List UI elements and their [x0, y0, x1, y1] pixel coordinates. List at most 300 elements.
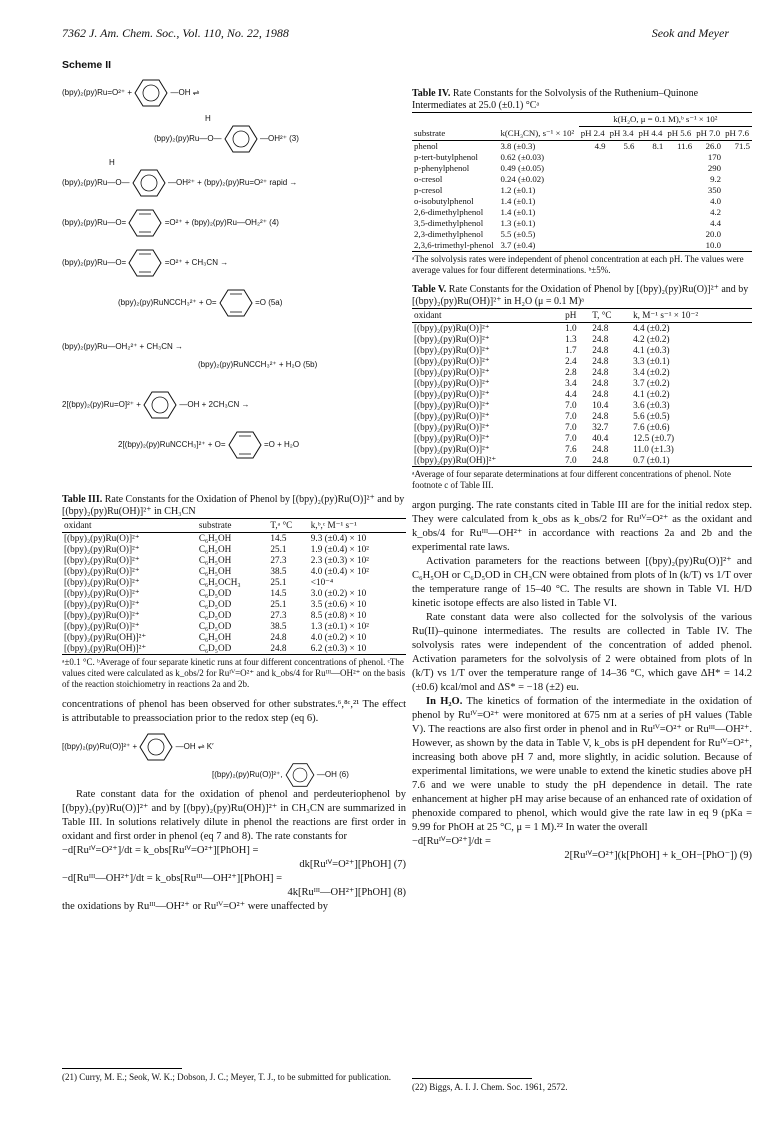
table-cell: 4.9 — [594, 141, 606, 151]
table-cell: C₆D₅OD — [198, 599, 232, 609]
table-cell: 14.5 — [270, 588, 287, 598]
table5-column-header: pH — [563, 309, 590, 323]
table-cell — [636, 207, 665, 218]
table-cell: 4.0 — [710, 196, 722, 206]
table-row — [412, 229, 752, 240]
table-cell — [665, 174, 694, 185]
scheme-eq5a-line2 — [118, 288, 282, 318]
footnote-22-text: (22) Biggs, A. I. J. Chem. Soc. 1961, 2572. — [412, 1082, 568, 1092]
table4-column-header: k(CH₃CN), s⁻¹ × 10² — [498, 127, 578, 141]
equation-7-line2: dk[Ruᴵⱽ=O²⁺][PhOH] (7) — [299, 859, 406, 870]
table-cell: 2.4 — [565, 356, 577, 366]
table-cell — [636, 152, 665, 163]
table-cell: [(bpy)₂(py)Ru(O)]²⁺ — [414, 444, 490, 454]
table-row — [412, 240, 752, 252]
table-cell: 24.8 — [592, 356, 609, 366]
table-row — [412, 356, 752, 367]
benzene-ring-icon — [139, 732, 173, 762]
table-cell — [665, 196, 694, 207]
table-row — [62, 566, 406, 577]
table-row — [412, 163, 752, 174]
table5-column-header: oxidant — [412, 309, 563, 323]
table-row — [62, 577, 406, 588]
scheme-eq5a-line1 — [62, 248, 228, 278]
table-cell: 1.3 — [565, 334, 577, 344]
table-cell: 40.4 — [592, 433, 609, 443]
table4-blank-cell — [412, 113, 579, 127]
equation-8-line2: 4k[Ruᴵᴵᴵ—OH²⁺][PhOH] (8) — [287, 887, 406, 898]
left-paragraph-3: the oxidations by Ruᴵᴵᴵ—OH²⁺ or Ruᴵⱽ=O²⁺ were unaffected by — [62, 901, 329, 912]
table-cell: C₆H₅OH — [198, 566, 232, 576]
table-cell — [636, 185, 665, 196]
table-cell: 0.24 (±0.02) — [500, 174, 545, 184]
table-cell: [(bpy)₂(py)Ru(O)]²⁺ — [414, 422, 490, 432]
scheme-text: (bpy)₂(py)RuNCCH₃²⁺ + O= — [118, 298, 217, 308]
table-cell: [(bpy)₂(py)Ru(O)]²⁺ — [414, 378, 490, 388]
table-cell — [723, 218, 752, 229]
table-cell — [636, 218, 665, 229]
scheme-eq4-line1 — [62, 168, 297, 198]
table-row — [62, 544, 406, 555]
table-cell — [636, 196, 665, 207]
table-cell — [723, 152, 752, 163]
scheme-text: =O²⁺ + (bpy)₂(py)Ru—OH₂²⁺ (4) — [164, 218, 279, 228]
table-cell: 3.4 (±0.2) — [633, 367, 670, 377]
scheme-h-atom: H — [205, 114, 211, 123]
table-cell: C₆H₅OH — [198, 555, 232, 565]
eq-text: [(bpy)₂(py)Ru(O)]²⁺ + — [62, 742, 138, 752]
equation-6 — [62, 726, 406, 788]
table-row — [412, 323, 752, 335]
table-cell: 7.0 — [565, 422, 577, 432]
eq-text: —OH (6) — [316, 770, 349, 780]
footnote-21 — [62, 1068, 406, 1083]
table-cell: [(bpy)₂(py)Ru(O)]²⁺ — [64, 555, 140, 565]
scheme-text: =O + H₂O — [263, 440, 300, 450]
table-cell: 10.0 — [694, 240, 723, 252]
benzene-ring-icon — [134, 78, 168, 108]
scheme-text: —OH + 2CH₃CN → — [179, 400, 250, 410]
table-cell: 2,6-dimethylphenol — [414, 207, 484, 217]
table-cell: 1.3 (±0.1) × 10² — [310, 621, 369, 631]
table4-body — [412, 141, 752, 252]
table-cell: 4.2 — [710, 207, 722, 217]
table5-column-header: k, M⁻¹ s⁻¹ × 10⁻² — [631, 309, 752, 323]
table-cell: 2,3,6-trimethyl-phenol — [412, 240, 498, 252]
table-cell: 3,5-dimethylphenol — [414, 218, 484, 228]
table-row — [412, 174, 752, 185]
table-cell: 170 — [707, 152, 722, 162]
right-paragraph-4 — [412, 695, 752, 835]
table-cell: 32.7 — [592, 422, 609, 432]
table-cell: [(bpy)₂(py)Ru(O)]²⁺ — [64, 599, 140, 609]
table-row — [412, 444, 752, 455]
scheme-text: —OH²⁺ + (bpy)₂(py)Ru=O²⁺ rapid → — [168, 178, 298, 188]
table-cell: C₆H₅OCH₃ — [198, 577, 241, 587]
table-cell: 4.2 (±0.2) — [633, 334, 670, 344]
table5-label: Table V. — [412, 284, 447, 295]
table-cell: 8.5 (±0.8) × 10 — [310, 610, 367, 620]
table-cell — [608, 218, 637, 229]
table-cell: 4.4 (±0.2) — [633, 323, 670, 333]
table-row — [412, 422, 752, 433]
table-row — [412, 433, 752, 444]
table3 — [62, 518, 406, 655]
table-row — [412, 207, 752, 218]
table-cell: 2.3 (±0.3) × 10² — [310, 555, 369, 565]
left-paragraph-1: concentrations of phenol has been observed for other substrates.⁶,⁸ᶜ,²¹ The effect is attributable to preassociation prior to the redox step (eq 6). — [62, 699, 406, 724]
left-paragraph-2: Rate constant data for the oxidation of phenol and perdeuteriophenol by [(bpy)₂(py)Ru(O)]²⁺ and by [(bpy)₂(py)Ru(OH)]²⁺ in CH₃CN are summarized in Table III. In solutions relatively dilute in phenol the reactions are first order in oxidant and first order in phenol (eq 7 and 8). The rate constants for — [62, 789, 406, 842]
table-cell — [665, 218, 694, 229]
table-cell: 12.5 (±0.7) — [633, 433, 675, 443]
table5-caption — [412, 284, 752, 308]
footnote-22 — [412, 1078, 752, 1093]
scheme-text: (bpy)₂(py)Ru—O— — [154, 134, 222, 144]
table-cell: C₆D₅OD — [198, 621, 232, 631]
table5-body — [412, 323, 752, 467]
table-cell: [(bpy)₂(py)Ru(O)]²⁺ — [414, 433, 490, 443]
table5 — [412, 308, 752, 467]
table-cell — [608, 196, 637, 207]
table-cell: 3.4 — [565, 378, 577, 388]
right-paragraph-2: Activation parameters for the reactions between [(bpy)₂(py)Ru(O)]²⁺ and C₆H₅OH or C₆D₅OD in CH₃CN were obtained from plots of ln (k/T) vs 1/T over the temperature range of 15–40 °C. The results are shown in Table VI. H/D kinetic isotope effects are also listed in Table VI. — [412, 556, 752, 609]
table-cell: 11.6 — [677, 141, 693, 151]
table-cell — [608, 163, 637, 174]
scheme-text: =O²⁺ + CH₃CN → — [164, 258, 229, 268]
table-cell: 38.5 — [270, 621, 287, 631]
scheme-overall-line1 — [62, 390, 250, 420]
scheme-eq5b-line2: (bpy)₂(py)RuNCCH₃²⁺ + H₂O (5b) — [198, 360, 318, 369]
table-row — [62, 621, 406, 632]
left-column — [62, 58, 406, 914]
benzene-ring-icon — [132, 168, 166, 198]
table-cell: 24.8 — [592, 334, 609, 344]
table-cell — [723, 163, 752, 174]
table-cell — [636, 174, 665, 185]
table-cell: [(bpy)₂(py)Ru(O)]²⁺ — [414, 356, 490, 366]
table-cell — [579, 174, 608, 185]
eq6-line1 — [62, 732, 214, 762]
right-paragraph-3: Rate constant data were also collected for the solvolysis of the various Ru(II)–quinone intermediates. The results are collected in Table IV. The solvolysis rates were independent of the concentration of added phenol. Activation parameters for the solvolysis of 2 were obtained from plots of ln (k/T) vs 1/T over the temperature range of 14–36 °C, which gave ΔH* = 14.2 (±0.6) kcal/mol and ΔS* = −18 (±2) eu. — [412, 612, 752, 693]
table-cell — [608, 152, 637, 163]
table-row — [412, 455, 752, 467]
table-cell: 1.2 (±0.1) — [500, 185, 536, 195]
quinone-ring-icon — [219, 288, 253, 318]
table-cell — [723, 196, 752, 207]
table-cell: 350 — [707, 185, 722, 195]
table-cell: C₆D₅OD — [198, 588, 232, 598]
table-cell — [579, 240, 608, 252]
table4-column-header: substrate — [412, 127, 498, 141]
scheme-text: 2[(bpy)₂(py)Ru=O]²⁺ + — [62, 400, 141, 410]
table-cell — [723, 240, 752, 252]
table-cell — [579, 152, 608, 163]
quinone-ring-icon — [128, 248, 162, 278]
table-cell: o-cresol — [414, 174, 443, 184]
table-cell: 4.4 — [710, 218, 722, 228]
table-row — [412, 345, 752, 356]
table3-caption-text: Rate Constants for the Oxidation of Phenol by [(bpy)₂(py)Ru(O)]²⁺ and by [(bpy)₂(py)Ru(OH)]²⁺ in CH₃CN — [62, 494, 405, 517]
table-cell: 3.0 (±0.2) × 10 — [310, 588, 367, 598]
table-cell: 0.49 (±0.05) — [500, 163, 545, 173]
equation-9-line1: −d[Ruᴵⱽ=O²⁺]/dt = — [412, 836, 491, 847]
table-cell: [(bpy)₂(py)Ru(O)]²⁺ — [64, 544, 140, 554]
table-cell: C₆H₅OH — [198, 544, 232, 554]
table3-caption — [62, 494, 406, 518]
scheme-eq4-line2 — [62, 208, 279, 238]
table-cell: 24.8 — [270, 632, 287, 642]
table-cell: 38.5 — [270, 566, 287, 576]
table-row — [62, 610, 406, 621]
table-cell: 24.8 — [268, 643, 308, 655]
table-cell: 4.4 — [565, 389, 577, 399]
table-cell — [579, 207, 608, 218]
footnote-21-text: (21) Curry, M. E.; Seok, W. K.; Dobson, J. C.; Meyer, T. J., to be submitted for publication. — [62, 1072, 391, 1082]
table-cell — [579, 229, 608, 240]
table-cell: 3.6 (±0.3) — [633, 400, 670, 410]
table-cell: p-phenylphenol — [414, 163, 470, 173]
table-cell: C₆H₅OH — [198, 632, 232, 642]
table-cell: 24.8 — [592, 345, 609, 355]
table-cell: phenol — [414, 141, 438, 151]
table-cell — [636, 163, 665, 174]
table-cell — [723, 185, 752, 196]
table-row — [412, 334, 752, 345]
table-cell: 4.0 (±0.2) × 10 — [310, 632, 367, 642]
table-cell: 1.0 — [565, 323, 577, 333]
table-cell: 26.0 — [705, 141, 722, 151]
table5-footnote: ᵃAverage of four separate determinations at four different concentrations of phenol. Note footnote c of Table III. — [412, 469, 732, 490]
table-cell: 25.1 — [270, 577, 287, 587]
table-cell — [665, 163, 694, 174]
table4-column-header: pH 4.4 — [636, 127, 665, 141]
equation-8-line1: −d[Ruᴵᴵᴵ—OH²⁺]/dt = k_obs[Ruᴵᴵᴵ—OH²⁺][PhOH] = — [62, 873, 283, 884]
table-cell: 6.2 (±0.3) × 10 — [309, 643, 406, 655]
header-authors: Seok and Meyer — [651, 26, 729, 40]
table-cell: 3.7 (±0.2) — [633, 378, 670, 388]
scheme-text: (bpy)₂(py)Ru—O— — [62, 178, 130, 188]
benzene-ring-icon — [224, 124, 258, 154]
table3-body — [62, 533, 406, 655]
table-cell — [665, 207, 694, 218]
right-column — [412, 58, 752, 863]
table-row — [412, 411, 752, 422]
table-cell: 24.8 — [592, 411, 609, 421]
table3-column-header: T,ᵃ °C — [268, 519, 308, 533]
table5-column-header: T, °C — [590, 309, 631, 323]
table-cell — [579, 185, 608, 196]
table-cell — [608, 207, 637, 218]
table-row — [412, 196, 752, 207]
table-cell: [(bpy)₂(py)Ru(O)]²⁺ — [414, 389, 490, 399]
table-cell: [(bpy)₂(py)Ru(O)]²⁺ — [414, 411, 490, 421]
scheme-title: Scheme II — [62, 59, 112, 71]
table-cell: 1.9 (±0.4) × 10² — [310, 544, 369, 554]
table-cell: 24.8 — [592, 444, 609, 454]
table-cell: 27.3 — [270, 555, 287, 565]
benzene-ring-icon — [285, 762, 315, 788]
right-paragraph-4-text: The kinetics of formation of the intermediate in the oxidation of phenol by Ruᴵⱽ=O²⁺ were monitored at 675 nm at a series of pH values (Table V). The reactions are also first order in phenol and in Ruᴵⱽ=O²⁺ or Ruᴵᴵᴵ—OH²⁺. However, as shown by the data in Table V, k_obs is pH dependent for Ruᴵⱽ=O²⁺, increasing both above pH 7 and, more slightly, in acidic solution. Because of experimental limitations, we were unable to extend the kinetic studies above pH 7.6 and we were unable to study the pH dependence in detail. The rate enhancement at higher pH may arise because of an enhanced rate of oxidation of phenoxide compared to phenol, which would give the rate law in eq 9 (pKa = 9.99 for PhOH at 25 °C, μ = 1 M).²² In water the overall — [412, 696, 752, 833]
table-cell: 2.8 — [565, 367, 577, 377]
scheme-text: =O (5a) — [255, 298, 283, 308]
table-cell: p-tert-butylphenol — [414, 152, 479, 162]
table-cell — [636, 229, 665, 240]
footnote-rule — [62, 1068, 182, 1069]
table-cell: 24.8 — [592, 367, 609, 377]
table-cell: 5.6 — [623, 141, 635, 151]
table4-superheader: k(H₂O, μ = 0.1 M),ᵇ s⁻¹ × 10² — [579, 113, 752, 127]
table-cell — [579, 163, 608, 174]
table-cell: 25.1 — [270, 544, 287, 554]
table-cell: [(bpy)₂(py)Ru(OH)]²⁺ — [64, 632, 147, 642]
table-cell: 5.5 (±0.5) — [500, 229, 536, 239]
table-cell: C₆D₅OD — [198, 610, 232, 620]
table-cell: [(bpy)₂(py)Ru(O)]²⁺ — [64, 577, 140, 587]
table3-label: Table III. — [62, 494, 103, 505]
table-cell: 24.8 — [592, 389, 609, 399]
table-cell: [(bpy)₂(py)Ru(O)]²⁺ — [64, 588, 140, 598]
table-cell: 10.4 — [592, 400, 609, 410]
table-row — [62, 588, 406, 599]
scheme-text: (bpy)₂(py)Ru=O²⁺ + — [62, 88, 133, 98]
table-cell: p-cresol — [414, 185, 443, 195]
table-cell: [(bpy)₂(py)Ru(O)]²⁺ — [64, 533, 140, 543]
eq-text: —OH ⇌ K′ — [175, 742, 214, 752]
table-cell: 14.5 — [270, 533, 287, 543]
table5-header-row — [412, 309, 752, 323]
table-cell — [665, 152, 694, 163]
table-cell: [(bpy)₂(py)Ru(O)]²⁺ — [64, 621, 140, 631]
scheme-eq3-line1 — [62, 78, 199, 108]
table-cell: 3.7 (±0.4) — [498, 240, 578, 252]
table-cell: <10⁻⁴ — [310, 577, 334, 587]
table-row — [62, 599, 406, 610]
quinone-ring-icon — [128, 208, 162, 238]
table-cell: 2,3-dimethylphenol — [414, 229, 484, 239]
table-cell: [(bpy)₂(py)Ru(O)]²⁺ — [414, 400, 490, 410]
table-cell — [665, 229, 694, 240]
scheme-eq3-line2 — [154, 124, 299, 154]
table-cell: 4.1 (±0.2) — [633, 389, 670, 399]
table-cell: [(bpy)₂(py)Ru(OH)]²⁺ — [412, 455, 563, 467]
scheme-text: —OH²⁺ (3) — [260, 134, 299, 144]
table-cell: 20.0 — [705, 229, 722, 239]
table-row — [62, 643, 406, 655]
table-cell: 1.3 (±0.1) — [500, 218, 536, 228]
scheme-h-atom: H — [109, 158, 115, 167]
table-cell — [608, 229, 637, 240]
table-cell: 8.1 — [652, 141, 664, 151]
table-cell: [(bpy)₂(py)Ru(O)]²⁺ — [414, 323, 490, 333]
table-cell: 4.0 (±0.4) × 10² — [310, 566, 369, 576]
table4-column-header: pH 7.6 — [723, 127, 752, 141]
table-cell: 25.1 — [270, 599, 287, 609]
table-cell: 3.5 (±0.6) × 10 — [310, 599, 367, 609]
table3-column-header: oxidant — [62, 519, 197, 533]
table-cell: 7.6 (±0.6) — [633, 422, 670, 432]
table4-column-header: pH 2.4 — [579, 127, 608, 141]
table-cell — [723, 174, 752, 185]
table-row — [412, 367, 752, 378]
table-cell: 290 — [707, 163, 722, 173]
table-cell — [579, 218, 608, 229]
table-cell — [636, 240, 665, 252]
table-cell: [(bpy)₂(py)Ru(O)]²⁺ — [64, 566, 140, 576]
table-cell — [665, 185, 694, 196]
table-cell: [(bpy)₂(py)Ru(O)]²⁺ — [414, 334, 490, 344]
table-cell — [579, 196, 608, 207]
table-row — [412, 185, 752, 196]
table-cell — [608, 174, 637, 185]
table-cell: 1.4 (±0.1) — [500, 207, 536, 217]
table-cell: 27.3 — [270, 610, 287, 620]
table-row — [412, 378, 752, 389]
table-row — [62, 533, 406, 545]
table5-caption-text: Rate Constants for the Oxidation of Phenol by [(bpy)₂(py)Ru(O)]²⁺ and by [(bpy)₂(py)Ru(OH)]²⁺ in H₂O (μ = 0.1 M)ᵃ — [412, 284, 749, 307]
eq6-line2 — [212, 762, 349, 788]
table4-footnote: ᵃThe solvolysis rates were independent of phenol concentration at each pH. The values were average values for four different determinations. ᵇ±5%. — [412, 254, 744, 275]
scheme-text: (bpy)₂(py)Ru—O= — [62, 218, 127, 228]
table4-column-header: pH 3.4 — [608, 127, 637, 141]
table-cell: 7.0 — [565, 433, 577, 443]
running-header — [62, 26, 729, 42]
equation-9-line2: 2[Ruᴵⱽ=O²⁺](k[PhOH] + k_OH−[PhO⁻]) (9) — [564, 850, 752, 861]
table-cell — [608, 240, 637, 252]
table-cell — [723, 207, 752, 218]
header-journal: 7362 J. Am. Chem. Soc., Vol. 110, No. 22, 1988 — [62, 26, 289, 40]
table-row — [412, 152, 752, 163]
scheme-text: (bpy)₂(py)Ru—O= — [62, 258, 127, 268]
table-cell: 71.5 — [734, 141, 750, 151]
table4-column-header: pH 7.0 — [694, 127, 723, 141]
table3-column-header: substrate — [197, 519, 269, 533]
table-row — [412, 218, 752, 229]
table-cell: 5.6 (±0.5) — [633, 411, 670, 421]
table-cell: 7.6 — [565, 444, 577, 454]
table-cell — [608, 185, 637, 196]
table-cell: 0.62 (±0.03) — [500, 152, 545, 162]
table4 — [412, 112, 752, 252]
footnote-rule — [412, 1078, 532, 1079]
table-row — [62, 555, 406, 566]
table3-header-row — [62, 519, 406, 533]
scheme-overall-line2 — [118, 430, 299, 460]
table-cell: 24.8 — [590, 455, 631, 467]
table-row — [412, 400, 752, 411]
equation-7-line1: −d[Ruᴵⱽ=O²⁺]/dt = k_obs[Ruᴵⱽ=O²⁺][PhOH] = — [62, 845, 259, 856]
table4-label: Table IV. — [412, 88, 451, 99]
table-row — [62, 632, 406, 643]
table-cell: 7.0 — [563, 455, 590, 467]
benzene-ring-icon — [143, 390, 177, 420]
table-cell: 9.3 (±0.4) × 10 — [310, 533, 367, 543]
table-cell: 3.3 (±0.1) — [633, 356, 670, 366]
section-heading-water: In H₂O. — [426, 696, 463, 707]
table-cell: C₆H₅OH — [198, 533, 232, 543]
quinone-ring-icon — [228, 430, 262, 460]
table3-column-header: k,ᵇ,ᶜ M⁻¹ s⁻¹ — [309, 519, 406, 533]
table-cell: 1.4 (±0.1) — [500, 196, 536, 206]
table-cell: [(bpy)₂(py)Ru(O)]²⁺ — [64, 610, 140, 620]
table-cell: C₆D₅OD — [197, 643, 269, 655]
table-cell: [(bpy)₂(py)Ru(O)]²⁺ — [414, 345, 490, 355]
table-cell: 24.8 — [592, 378, 609, 388]
table-row — [412, 389, 752, 400]
table-row — [412, 141, 752, 153]
table-cell: [(bpy)₂(py)Ru(OH)]²⁺ — [62, 643, 197, 655]
scheme-text: —OH ⇌ — [170, 88, 200, 98]
scheme-text: 2[(bpy)₂(py)RuNCCH₃]²⁺ + O= — [118, 440, 226, 450]
